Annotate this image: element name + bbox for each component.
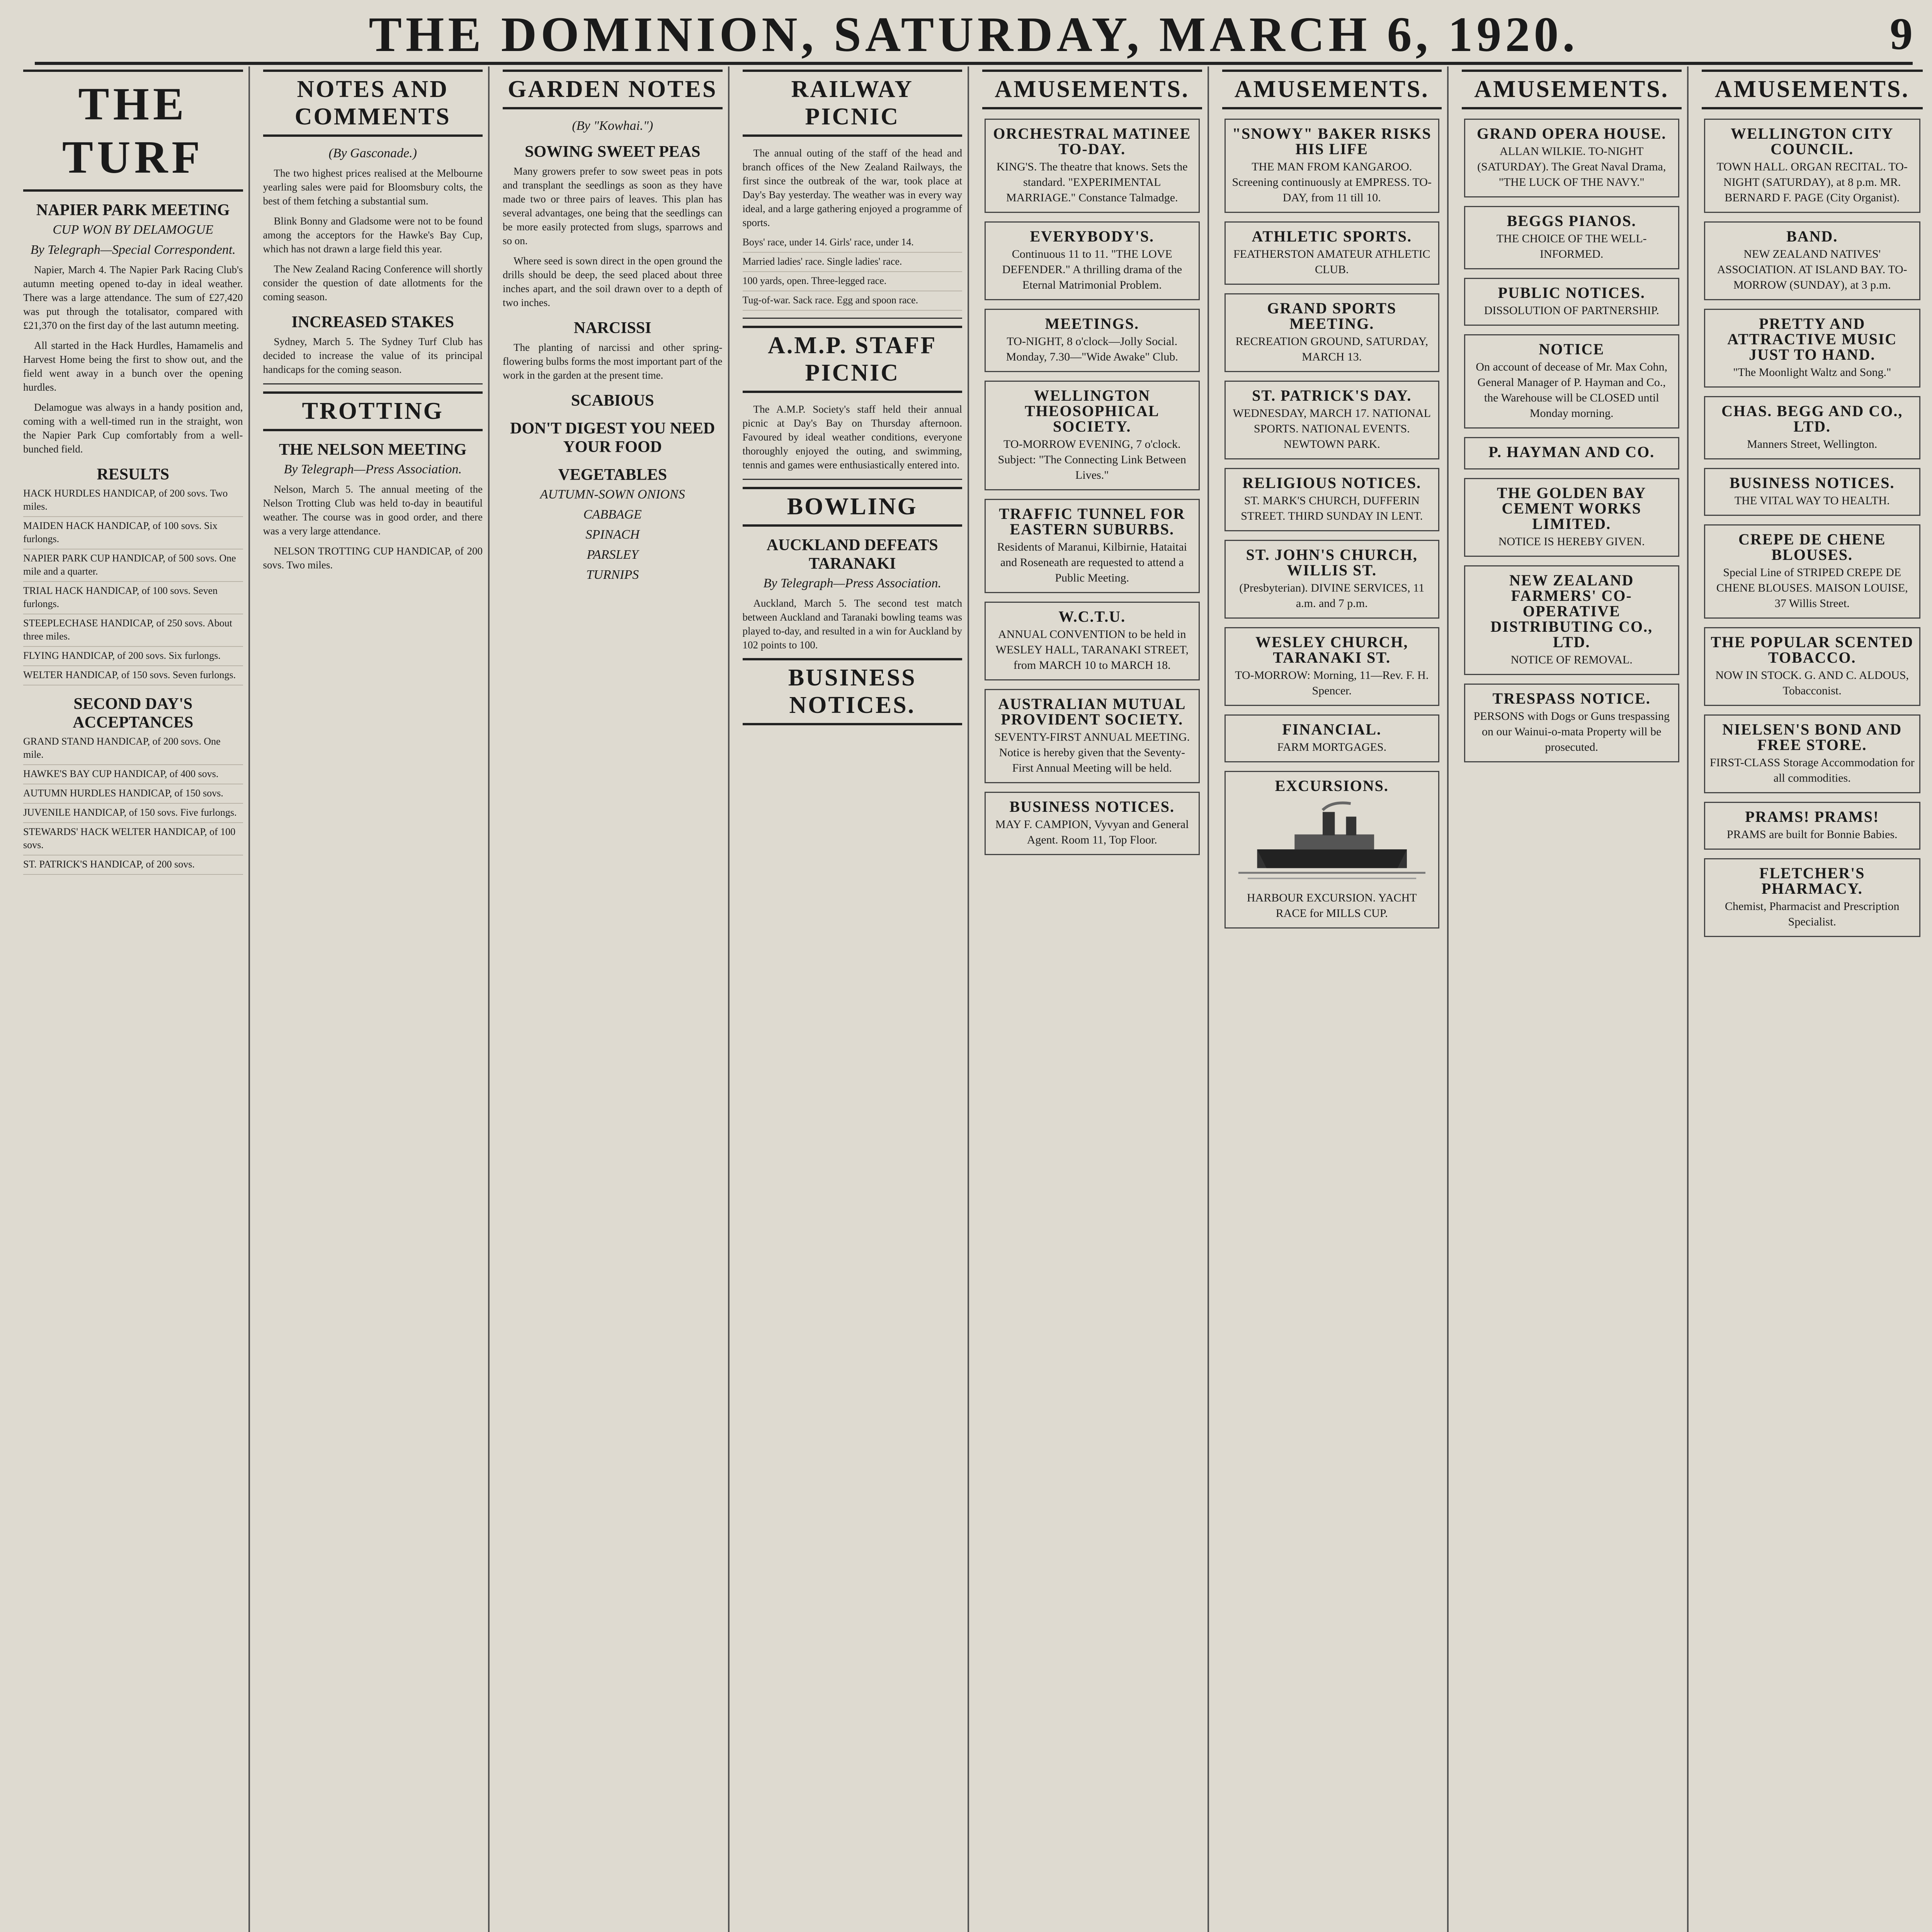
garden-narcissi-heading: NARCISSI — [573, 319, 651, 337]
advertisement — [1464, 565, 1679, 675]
ad-text: NOTICE IS HEREBY GIVEN. — [1498, 535, 1645, 548]
garden-turnips-heading: TURNIPS — [586, 568, 639, 582]
ad-text: NOTICE OF REMOVAL. — [1510, 653, 1633, 666]
ad-text: THE MAN FROM KANGAROO. Screening continuously at EMPRESS. TO-DAY, from 11 till 10. — [1232, 160, 1432, 204]
ad-text: ST. MARK'S CHURCH, DUFFERIN STREET. THIRD SUNDAY IN LENT. — [1241, 494, 1423, 522]
ad-title: W.C.T.U. — [1058, 608, 1126, 625]
turf-byline: By Telegraph—Special Correspondent. — [30, 243, 236, 257]
ad-text: PERSONS with Dogs or Guns trespassing on our Wainui-o-mata Property will be prosecuted. — [1473, 710, 1670, 753]
notes-byline: (By Gasconade.) — [328, 146, 417, 160]
bowling-byline: By Telegraph—Press Association. — [763, 576, 942, 590]
ad-title: BUSINESS NOTICES. — [1009, 798, 1175, 815]
ad-title: MEETINGS. — [1045, 315, 1139, 332]
garden-scabious-heading: SCABIOUS — [571, 392, 654, 410]
turf-story-para: Napier, March 4. The Napier Park Racing Club's autumn meeting opened to-day in ideal weather. There was a large attendance. The sum of £27,420 was put through the totalisator, compared with £21,370 on the first day of the last autumn meeting. — [23, 264, 243, 331]
turf-acceptance: GRAND STAND HANDICAP, of 200 sovs. One mile. — [23, 735, 243, 765]
ad-title: ORCHESTRAL MATINEE TO-DAY. — [993, 125, 1191, 158]
advertisement — [1225, 627, 1440, 706]
amp-story: The A.M.P. Society's staff held their annual picnic at Day's Bay on Thursday afternoon. Favoured by ideal weather conditions, everyone thoroughly enjoyed the outing, and swimming, tennis and games were enthusiastically entered into. — [742, 403, 962, 471]
ad-title: BAND. — [1786, 228, 1838, 245]
column-amusements-3 — [1462, 66, 1689, 1932]
notes-story-para: The two highest prices realised at the Melbourne yearling sales were paid for Bloomsbury colts, the best of them fetching a substantial sum. — [263, 167, 483, 207]
garden-byline: (By "Kowhai.") — [572, 119, 653, 133]
ad-text: Residents of Maranui, Kilbirnie, Hataitai and Roseneath are requested to attend a Public Meeting. — [997, 541, 1187, 584]
advertisement — [1704, 119, 1921, 213]
bowling-story: Auckland, March 5. The second test match between Auckland and Taranaki bowling teams was played to-day, and resulted in a win for Auckland by 102 points to 100. — [742, 597, 962, 651]
advertisement — [985, 309, 1200, 372]
stakes-heading: INCREASED STAKES — [291, 313, 454, 331]
divider — [263, 383, 483, 384]
advertisement — [1704, 524, 1921, 619]
ad-title: CHAS. BEGG AND CO., LTD. — [1721, 402, 1903, 435]
column-notes — [263, 66, 490, 1932]
ad-text: KING'S. The theatre that knows. Sets the standard. "EXPERIMENTAL MARRIAGE." Constance Talmadge. — [996, 160, 1188, 204]
ad-title: TRESPASS NOTICE. — [1492, 690, 1651, 707]
ad-text: Chemist, Pharmacist and Prescription Specialist. — [1725, 900, 1900, 928]
turf-acceptance: STEWARDS' HACK WELTER HANDICAP, of 100 sovs. — [23, 825, 243, 855]
trotting-byline: By Telegraph—Press Association. — [284, 462, 462, 476]
ad-text: SEVENTY-FIRST ANNUAL MEETING. Notice is hereby given that the Seventy-First Annual Meeting will be held. — [994, 731, 1190, 774]
trotting-story-para: NELSON TROTTING CUP HANDICAP, of 200 sovs. Two miles. — [263, 545, 483, 571]
railway-story: The annual outing of the staff of the head and branch offices of the New Zealand Railways, the first since the outbreak of the war, took place at Day's Bay yesterday. The weather was in every way ideal, and a large gathering enjoyed a programme of sports. — [742, 147, 962, 228]
turf-story-para: Delamogue was always in a handy position and, coming with a well-timed run in the straight, won the Napier Park Cup comfortably from a well-bunched field. — [23, 401, 243, 455]
ad-text: DISSOLUTION OF PARTNERSHIP. — [1484, 304, 1659, 317]
turf-result: TRIAL HACK HANDICAP, of 100 sovs. Seven furlongs. — [23, 584, 243, 614]
column-garden — [503, 66, 730, 1932]
ad-text: TO-MORROW: Morning, 11—Rev. F. H. Spencer. — [1235, 669, 1429, 697]
advertisement — [1464, 119, 1679, 197]
ad-title: CREPE DE CHENE BLOUSES. — [1738, 531, 1886, 563]
ad-title: THE POPULAR SCENTED TOBACCO. — [1711, 633, 1914, 666]
advertisement — [985, 792, 1200, 855]
advertisement — [1464, 478, 1679, 557]
ad-text: ANNUAL CONVENTION to be held in WESLEY HALL, TARANAKI STREET, from MARCH 10 to MARCH 18. — [995, 628, 1189, 672]
columns — [23, 66, 1928, 1932]
advertisement — [1464, 334, 1679, 429]
garden-story-para: Where seed is sown direct in the open ground the drills should be deep, the seed placed about three inches apart, and the soil drawn over to a depth of two inches. — [503, 255, 723, 308]
ad-title: PUBLIC NOTICES. — [1498, 284, 1645, 301]
ad-text: RECREATION GROUND, SATURDAY, MARCH 13. — [1235, 335, 1428, 363]
ad-text: MAY F. CAMPION, Vyvyan and General Agent. Room 11, Top Floor. — [995, 818, 1189, 846]
bowling-subheading: AUCKLAND DEFEATS TARANAKI — [766, 536, 938, 573]
advertisement — [1225, 221, 1440, 285]
business-notices-heading: BUSINESS NOTICES. — [743, 658, 963, 725]
column-amusements-4 — [1702, 66, 1929, 1932]
ad-text: HARBOUR EXCURSION. YACHT RACE for MILLS CUP. — [1247, 891, 1417, 920]
garden-onions-heading: AUTUMN-SOWN ONIONS — [540, 487, 685, 502]
amusements-heading: AMUSEMENTS. — [982, 70, 1202, 109]
ad-title: NOTICE — [1539, 340, 1605, 358]
ad-title: BEGGS PIANOS. — [1507, 212, 1636, 230]
garden-parsley-heading: PARSLEY — [587, 548, 638, 562]
ad-text: TOWN HALL. ORGAN RECITAL. TO-NIGHT (SATURDAY), at 8 p.m. MR. BERNARD F. PAGE (City Organist). — [1716, 160, 1908, 204]
garden-vegetables-heading: VEGETABLES — [558, 466, 667, 484]
ad-text: WEDNESDAY, MARCH 17. NATIONAL SPORTS. NATIONAL EVENTS. NEWTOWN PARK. — [1233, 407, 1431, 451]
ad-text: FARM MORTGAGES. — [1277, 741, 1387, 753]
advertisement — [1225, 540, 1440, 619]
ad-text: NOW IN STOCK. G. AND C. ALDOUS, Tobacconist. — [1715, 669, 1909, 697]
turf-meeting-title: NAPIER PARK MEETING — [36, 201, 230, 219]
masthead — [35, 4, 1913, 65]
turf-heading: THE TURF — [23, 70, 243, 192]
ad-title: TRAFFIC TUNNEL FOR EASTERN SUBURBS. — [999, 505, 1185, 538]
ad-title: ST. PATRICK'S DAY. — [1252, 387, 1412, 404]
ad-title: WESLEY CHURCH, TARANAKI ST. — [1255, 633, 1408, 666]
ad-title: EXCURSIONS. — [1275, 777, 1389, 794]
turf-acceptance: HAWKE'S BAY CUP HANDICAP, of 400 sovs. — [23, 767, 243, 784]
ad-title: WELLINGTON THEOSOPHICAL SOCIETY. — [1024, 387, 1160, 435]
trotting-heading: TROTTING — [263, 391, 483, 431]
page-number: 9 — [1890, 9, 1913, 59]
turf-meeting-subtitle: CUP WON BY DELAMOGUE — [53, 223, 214, 237]
divider — [743, 318, 963, 319]
notes-heading: NOTES AND COMMENTS — [263, 70, 483, 137]
ad-title: NEW ZEALAND FARMERS' CO-OPERATIVE DISTRIBUTING CO., LTD. — [1490, 571, 1653, 651]
notes-story-para: Blink Bonny and Gladsome were not to be found among the acceptors for the Hawke's Bay Cup, which has not drawn a large field this year. — [263, 215, 483, 255]
divider — [743, 479, 963, 480]
advertisement — [1225, 293, 1440, 372]
advertisement — [1704, 858, 1921, 937]
ad-text: (Presbyterian). DIVINE SERVICES, 11 a.m. and 7 p.m. — [1239, 582, 1425, 610]
garden-heading: GARDEN NOTES — [503, 70, 723, 109]
ad-title: PRETTY AND ATTRACTIVE MUSIC JUST TO HAND. — [1727, 315, 1897, 363]
ad-text: TO-NIGHT, 8 o'clock—Jolly Social. Monday, 7.30—"Wide Awake" Club. — [1006, 335, 1178, 363]
turf-result: WELTER HANDICAP, of 150 sovs. Seven furlongs. — [23, 668, 243, 685]
amusements-heading: AMUSEMENTS. — [1702, 70, 1923, 109]
ad-text: NEW ZEALAND NATIVES' ASSOCIATION. AT ISLAND BAY. TO-MORROW (SUNDAY), at 3 p.m. — [1717, 248, 1907, 291]
turf-acceptance: ST. PATRICK'S HANDICAP, of 200 sovs. — [23, 858, 243, 875]
advertisement — [1704, 309, 1921, 388]
turf-acceptance: AUTUMN HURDLES HANDICAP, of 150 sovs. — [23, 787, 243, 804]
ad-text: "The Moonlight Waltz and Song." — [1733, 366, 1891, 379]
ad-title: ATHLETIC SPORTS. — [1252, 228, 1412, 245]
turf-acceptances-heading: SECOND DAY'S ACCEPTANCES — [73, 695, 194, 731]
ad-text: THE CHOICE OF THE WELL-INFORMED. — [1496, 232, 1647, 260]
railway-result: Boys' race, under 14. Girls' race, under 14. — [743, 236, 963, 253]
ad-title: RELIGIOUS NOTICES. — [1242, 474, 1422, 492]
turf-result: MAIDEN HACK HANDICAP, of 100 sovs. Six furlongs. — [23, 519, 243, 549]
advertisement — [985, 221, 1200, 300]
garden-spinach-heading: SPINACH — [585, 527, 640, 542]
ad-title: EVERYBODY'S. — [1030, 228, 1155, 245]
column-amusements-1 — [982, 66, 1209, 1932]
ad-title: FINANCIAL. — [1282, 721, 1382, 738]
ad-title: AUSTRALIAN MUTUAL PROVIDENT SOCIETY. — [998, 695, 1186, 728]
column-amusements-2 — [1222, 66, 1449, 1932]
bowling-heading: BOWLING — [743, 487, 963, 527]
garden-story-para: The planting of narcissi and other spring-flowering bulbs forms the most important part of the work in the garden at the present time. — [503, 342, 723, 381]
advertisement — [1225, 714, 1440, 762]
ad-text: TO-MORROW EVENING, 7 o'clock. Subject: "The Connecting Link Between Lives." — [998, 438, 1186, 481]
railway-result: 100 yards, open. Three-legged race. — [743, 274, 963, 291]
advertisement — [1225, 381, 1440, 459]
ad-text: THE VITAL WAY TO HEALTH. — [1734, 494, 1890, 507]
advertisement — [1704, 221, 1921, 300]
advertisement — [1464, 437, 1679, 469]
ad-title: NIELSEN'S BOND AND FREE STORE. — [1722, 721, 1902, 753]
advertisement — [1704, 627, 1921, 706]
advertisement — [985, 602, 1200, 680]
garden-story-para: Many growers prefer to sow sweet peas in pots and transplant the seedlings as soon as they have made two or three pairs of leaves. This plan has several advantages, one being that the seedlings can be more easily protected from slugs, sparrows and so on. — [503, 165, 723, 247]
turf-story-para: All started in the Hack Hurdles, Hamamelis and Harvest Home being the first to show out, and the field went away in a bunch over the opening hurdles. — [23, 340, 243, 393]
advertisement — [985, 381, 1200, 490]
turf-result: NAPIER PARK CUP HANDICAP, of 500 sovs. One mile and a quarter. — [23, 552, 243, 582]
masthead-title: THE DOMINION, SATURDAY, MARCH 6, 1920. — [369, 7, 1579, 62]
amp-heading: A.M.P. STAFF PICNIC — [743, 326, 963, 393]
advertisement — [1704, 396, 1921, 459]
garden-cabbage-heading: CABBAGE — [583, 507, 642, 522]
notes-story-para: The New Zealand Racing Conference will shortly consider the question of date allotments for the coming season. — [263, 263, 483, 303]
advertisement — [1704, 468, 1921, 516]
ad-title: BUSINESS NOTICES. — [1730, 474, 1895, 492]
ad-title: GRAND OPERA HOUSE. — [1477, 125, 1667, 142]
advertisement — [1225, 468, 1440, 531]
ad-text: PRAMS are built for Bonnie Babies. — [1726, 828, 1898, 841]
advertisement — [1704, 802, 1921, 850]
advertisement — [1704, 714, 1921, 793]
turf-acceptance: JUVENILE HANDICAP, of 150 sovs. Five furlongs. — [23, 806, 243, 823]
ad-text: On account of decease of Mr. Max Cohn, General Manager of P. Hayman and Co., the Warehouse will be CLOSED until Monday morning. — [1476, 361, 1668, 420]
ad-title: ST. JOHN'S CHURCH, WILLIS ST. — [1246, 546, 1418, 579]
column-railway — [743, 66, 969, 1932]
ad-title: "SNOWY" BAKER RISKS HIS LIFE — [1232, 125, 1432, 158]
ad-text: FEATHERSTON AMATEUR ATHLETIC CLUB. — [1233, 248, 1430, 276]
ad-title: PRAMS! PRAMS! — [1745, 808, 1879, 825]
turf-result: FLYING HANDICAP, of 200 sovs. Six furlongs. — [23, 649, 243, 666]
advertisement — [1464, 206, 1679, 269]
garden-sowing-heading: SOWING SWEET PEAS — [525, 143, 701, 161]
advertisement — [1225, 771, 1440, 929]
ad-text: FIRST-CLASS Storage Accommodation for all commodities. — [1709, 756, 1915, 784]
advertisement — [1464, 684, 1679, 762]
ad-text: Continuous 11 to 11. "THE LOVE DEFENDER." A thrilling drama of the Eternal Matrimonial Problem. — [1002, 248, 1182, 291]
amusements-heading: AMUSEMENTS. — [1222, 70, 1442, 109]
advertisement — [1225, 119, 1440, 213]
ad-title: P. HAYMAN AND CO. — [1488, 443, 1655, 461]
trotting-subheading: THE NELSON MEETING — [279, 441, 467, 459]
stakes-story: Sydney, March 5. The Sydney Turf Club has decided to increase the value of its principal handicaps for the coming season. — [263, 336, 483, 375]
ad-text: Manners Street, Wellington. — [1747, 438, 1878, 451]
ad-text: Special Line of STRIPED CREPE DE CHENE BLOUSES. MAISON LOUISE, 37 Willis Street. — [1716, 566, 1908, 610]
amusements-heading: AMUSEMENTS. — [1462, 70, 1682, 109]
railway-result: Tug-of-war. Sack race. Egg and spoon race. — [743, 294, 963, 311]
trotting-story-para: Nelson, March 5. The annual meeting of the Nelson Trotting Club was held to-day in beautiful weather. The course was in good order, and there was a very large attendance. — [263, 483, 483, 537]
garden-dont-heading: DON'T DIGEST YOU NEED YOUR FOOD — [510, 420, 715, 456]
ad-title: FLETCHER'S PHARMACY. — [1759, 864, 1865, 897]
railway-heading: RAILWAY PICNIC — [743, 70, 963, 137]
turf-result: HACK HURDLES HANDICAP, of 200 sovs. Two miles. — [23, 487, 243, 517]
ad-title: THE GOLDEN BAY CEMENT WORKS LIMITED. — [1497, 484, 1646, 532]
advertisement — [985, 689, 1200, 783]
advertisement — [985, 119, 1200, 213]
ad-title: WELLINGTON CITY COUNCIL. — [1730, 125, 1894, 158]
ad-title: GRAND SPORTS MEETING. — [1267, 299, 1397, 332]
turf-results-heading: RESULTS — [97, 466, 170, 483]
ad-text: ALLAN WILKIE. TO-NIGHT (SATURDAY). The Great Naval Drama, "THE LUCK OF THE NAVY." — [1477, 145, 1666, 189]
turf-result: STEEPLECHASE HANDICAP, of 250 sovs. About three miles. — [23, 617, 243, 647]
advertisement — [985, 499, 1200, 593]
steamer-illustration — [1238, 798, 1425, 883]
advertisement — [1464, 278, 1679, 326]
railway-result: Married ladies' race. Single ladies' race. — [743, 255, 963, 272]
column-turf — [23, 66, 250, 1932]
